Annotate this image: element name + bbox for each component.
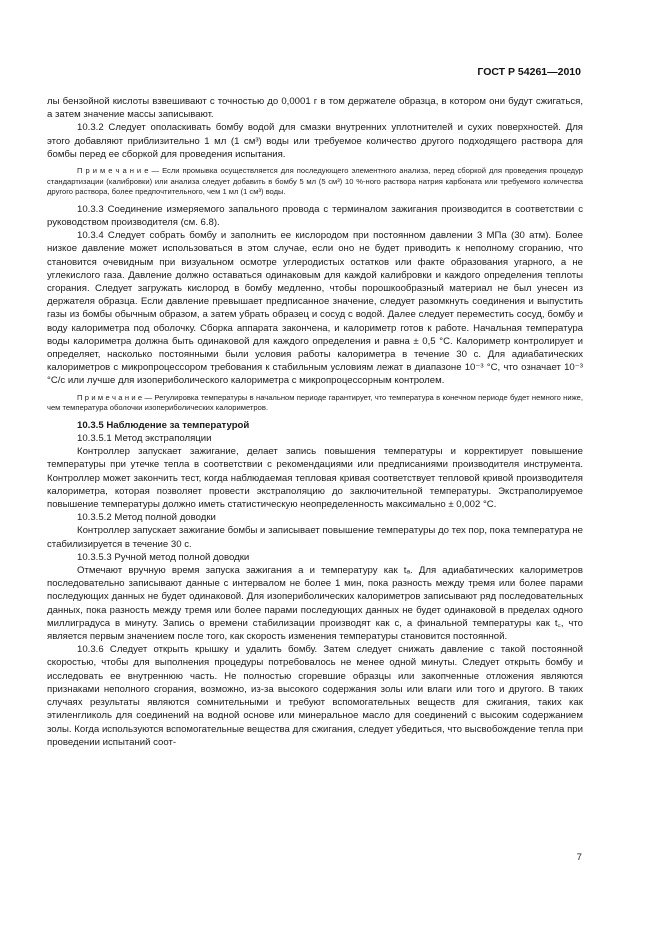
paragraph-extrapolation: Контроллер запускает зажигание, делает запись повышения температуры и корректирует повышение температуры при утечке тепла в соответствии с рекомендациями или предписаниями производителя инструмента. Контроллер может закончить тест, когда наблюдаемая тепловая кривая соответствует тепловой кривой производителя калориметра, которая позволяет провести экстраполяцию до заключительной температуры. Экстраполируемое повышение температуры должно иметь статистическую неопределенность максимально ± 0,002 °С. — [47, 446, 583, 511]
paragraph-10-3-4: 10.3.4 Следует собрать бомбу и заполнить ее кислородом при постоянном давлении 3 МПа (30 атм). Более низкое давление может использоваться в этом случае, если оно не будет приводить к неполному сгоранию, что становится очевидным при визуальном осмотре углеродистых остатков или факте образования угарного, а не углекислого газа. Давление должно оставаться одинаковым для каждой калибровки и каждого определения теплоты сгорания. Следует загружать кислород в бомбу медленно, чтобы порошкообразный материал не был унесен из держателя образца. Если давление превышает предписанное значение, следует разомкнуть соединения и выпустить газы из бомбы обычным образом, а затем убрать образец и сосуд с водой. Далее следует переместить сосуд, бомбу и воду калориметра под оболочку. Сборка аппарата закончена, и калориметр готов к работе. Начальная температура воды калориметра должна быть одинаковой для каждого определения и равна ± 0,5 °С. Калориметр контролирует и определяет, насколько постоянными были условия работы калориметра в течение 30 с. Для адиабатических калориметров с микропроцессором требования к стабильным условиям лежат в диапазоне 10⁻³ °С, что означает 10⁻³ °С/с или лучше для изопериболического калориметра с микропроцессорным контролем. — [47, 230, 583, 387]
heading-10-3-5: 10.3.5 Наблюдение за температурой — [77, 419, 250, 431]
document-code: ГОСТ Р 54261—2010 — [477, 66, 581, 78]
paragraph-continuation: лы бензойной кислоты взвешивают с точностью до 0,0001 г в том держателе образца, в котором они будут сжигаться, а затем значение массы записывают. — [47, 96, 583, 121]
heading-10-3-5-2: 10.3.5.2 Метод полной доводки — [77, 512, 216, 524]
heading-10-3-5-1: 10.3.5.1 Метод экстраполяции — [77, 433, 212, 445]
note-temperature-regulation: П р и м е ч а н и е — Регулировка температуры в начальном периоде гарантирует, что температура в конечном периоде будет немного ниже, чем температура оболочки изопериболических калориметров. — [47, 392, 583, 413]
paragraph-manual-method: Отмечают вручную время запуска зажигания a и температуру как tₐ. Для адиабатических калориметров последовательно записывают данные с интервалом не более 1 мин, пока разность между тремя или более парами последующих данных не будет одинаковой. Для изопериболических калориметров записывают ряд последовательных данных, пока разность между тремя или более парами последующих данных не будет одинаковой в пределах одного миллиградуса в минуту. Запись о времени стабилизации производят как c, а финальной температуры как t꜀, что является первым значением после того, как скорость изменения температуры становится постоянной. — [47, 565, 583, 643]
page-number: 7 — [576, 852, 582, 863]
paragraph-10-3-3: 10.3.3 Соединение измеряемого запального провода с терминалом зажигания производится в соответствии с руководством производителя (см. 6.8). — [47, 203, 583, 228]
paragraph-full-finishing: Контроллер запускает зажигание бомбы и записывает повышение температуры до тех пор, пока температура не стабилизируется в течение 30 с. — [47, 525, 583, 550]
note-rinsing: П р и м е ч а н и е — Если промывка осуществляется для последующего элементного анализа, перед сборкой для проведения процедур стандартизации (калибровки) или анализа следует добавить в бомбу 5 мл (5 см³) 10 %-ного раствора натрия карбоната или требуемого количества другого раствора, более предпочтительного, чем 1 мл (1 см³) воды. — [47, 166, 583, 197]
paragraph-10-3-6: 10.3.6 Следует открыть крышку и удалить бомбу. Затем следует снижать давление с такой постоянной скоростью, чтобы для выполнения процедуры потребовалось не менее одной минуты. Следует открыть бомбу и исследовать ее внутреннюю часть. Не полностью сгоревшие образцы или закопченные отложения являются признаками неполного сгорания, возможно, из-за высокого содержания золы или влаги или того и другого. В таких случаях результаты являются сомнительными и требуют вспомогательных веществ для сжигания, таких как этиленгликоль для соединений на водной основе или минеральное масло для соединений с высоким содержанием золы. Когда используются вспомогательные вещества для сжигания, следует убедиться, что высвобождение тепла при проведении испытаний соот- — [47, 644, 583, 748]
paragraph-10-3-2: 10.3.2 Следует ополаскивать бомбу водой для смазки внутренних уплотнителей и сухих поверхностей. Для этого добавляют приблизительно 1 мл (1 см³) воды или требуемое количество другого подходящего раствора для бомбы перед ее сборкой для проведения испытания. — [47, 122, 583, 160]
heading-10-3-5-3: 10.3.5.3 Ручной метод полной доводки — [77, 551, 250, 563]
document-body — [47, 95, 583, 749]
